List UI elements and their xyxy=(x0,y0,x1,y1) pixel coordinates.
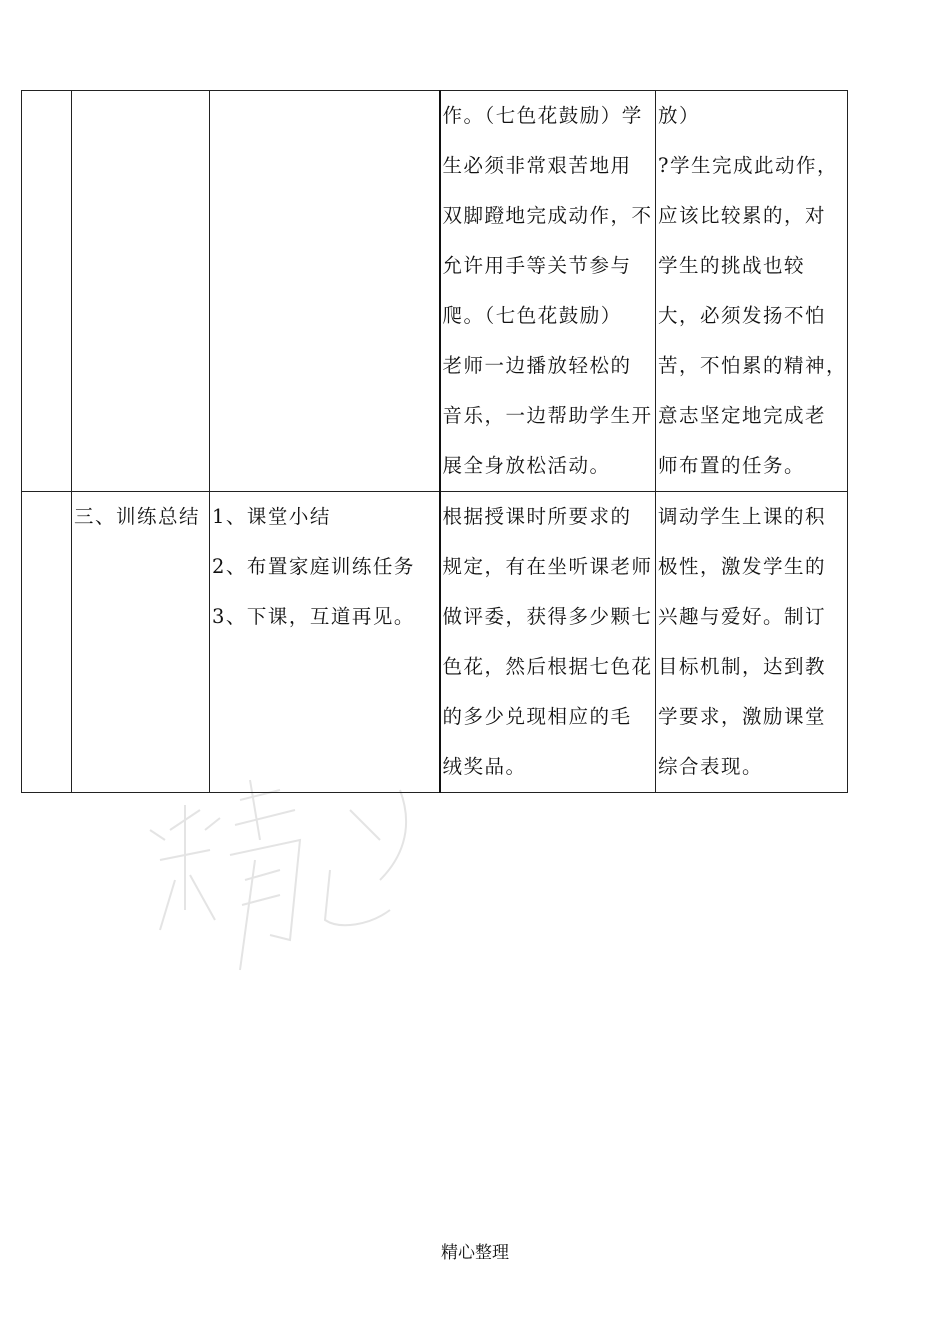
cell-text-line: 放） xyxy=(658,104,701,127)
table-cell-section xyxy=(72,492,210,793)
cell-text-line: 生必须非常艰苦地用 xyxy=(442,154,632,177)
cell-text-line: 音乐，一边帮助学生开 xyxy=(442,404,653,427)
table-cell-empty xyxy=(210,91,440,492)
cell-text-line: 绒奖品。 xyxy=(442,755,527,778)
cell-text-line: 作。（七色花鼓励）学 xyxy=(442,104,643,127)
cell-text-line: 意志坚定地完成老 xyxy=(658,404,827,427)
cell-text-line: 大，必须发扬不怕 xyxy=(658,304,827,327)
table-cell-purpose xyxy=(656,492,848,793)
table-cell-activity xyxy=(440,492,656,793)
cell-text-line: 允许用手等关节参与 xyxy=(442,254,632,277)
cell-text-line: 学生的挑战也较 xyxy=(658,254,806,277)
cell-text-line: 色花，然后根据七色花 xyxy=(442,655,653,678)
cell-text-line: 学要求，激励课堂 xyxy=(658,705,827,728)
table-row xyxy=(22,91,848,492)
cell-text-line: 老师一边播放轻松的 xyxy=(442,354,632,377)
cell-text-line: 2、布置家庭训练任务 xyxy=(212,555,415,578)
cell-text-line: 的多少兑现相应的毛 xyxy=(442,705,632,728)
cell-text-line: 双脚蹬地完成动作，不 xyxy=(442,204,653,227)
table-cell-empty xyxy=(72,91,210,492)
section-heading: 三、训练总结 xyxy=(74,505,201,528)
cell-text-line: 调动学生上课的积 xyxy=(658,505,827,528)
cell-text-line: 3、下课，互道再见。 xyxy=(212,605,415,628)
cell-text-line: 做评委，获得多少颗七 xyxy=(442,605,653,628)
table-cell-empty xyxy=(22,492,72,793)
cell-text-line: 1、课堂小结 xyxy=(212,505,331,528)
table-cell-empty xyxy=(22,91,72,492)
cell-text-line: ?学生完成此动作， xyxy=(658,154,838,177)
cell-text-line: 师布置的任务。 xyxy=(658,454,806,477)
cell-text-line: 苦，不怕累的精神， xyxy=(658,354,848,377)
cell-text-line: 目标机制，达到教 xyxy=(658,655,827,678)
table-cell-activity xyxy=(440,91,656,492)
watermark-logo xyxy=(130,770,460,990)
lesson-plan-table xyxy=(21,90,848,793)
cell-text-line: 展全身放松活动。 xyxy=(442,454,611,477)
cell-text-line: 应该比较累的，对 xyxy=(658,204,827,227)
table-cell-content xyxy=(210,492,440,793)
cell-text-line: 爬。（七色花鼓励） xyxy=(442,304,622,327)
cell-text-line: 综合表现。 xyxy=(658,755,764,778)
cell-text-line: 规定，有在坐听课老师 xyxy=(442,555,653,578)
cell-text-line: 极性，激发学生的 xyxy=(658,555,827,578)
cell-text-line: 兴趣与爱好。制订 xyxy=(658,605,827,628)
table-row xyxy=(22,492,848,793)
table-cell-purpose xyxy=(656,91,848,492)
page-footer: 精心整理 xyxy=(441,1243,509,1263)
cell-text-line: 根据授课时所要求的 xyxy=(442,505,632,528)
